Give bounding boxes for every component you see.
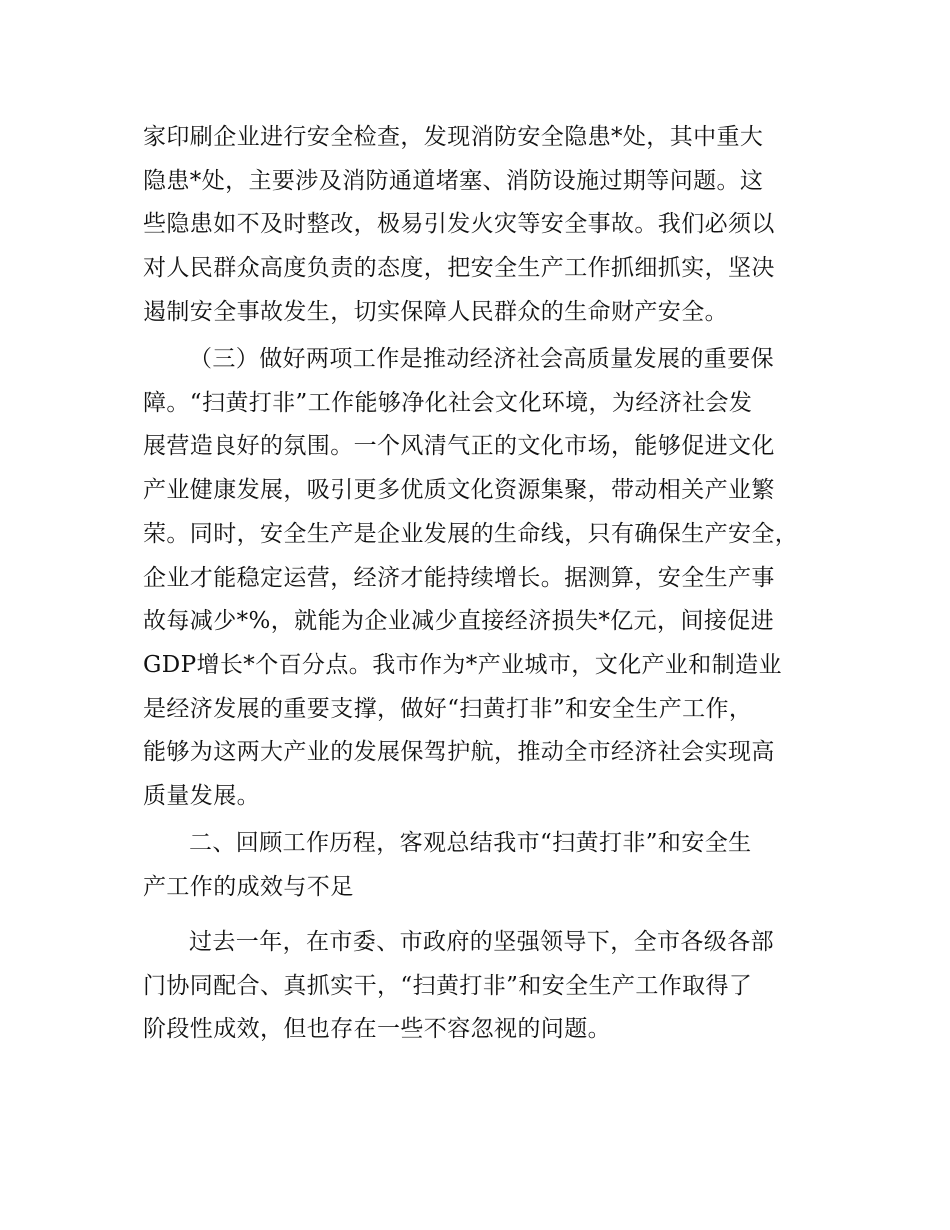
paragraph-hazard-inspection xyxy=(143,116,815,335)
paragraph-text: 家印刷企业进行安全检查，发现消防安全隐患*处，其中重大 隐患*处，主要涉及消防通道堵塞、消防设施过期等问题。这 些隐患如不及时整改，极易引发火灾等安全事故。我们必须以 对人民群众高度负责的态度，把安全生产工作抓细抓实，坚决 遏制安全事故发生，切实保障人民群众的生命财产安全。 xyxy=(143,124,775,325)
section-heading-review xyxy=(143,822,815,909)
paragraph-high-quality-development xyxy=(143,338,815,819)
paragraph-past-year-summary xyxy=(143,921,815,1052)
paragraph-text: 过去一年，在市委、市政府的坚强领导下，全市各级各部 门协同配合、真抓实干，“扫黄打非”和安全生产工作取得了 阶段性成效，但也存在一些不容忽视的问题。 xyxy=(143,929,774,1043)
section-heading-text: 二、回顾工作历程，客观总结我市“扫黄打非”和安全生 产工作的成效与不足 xyxy=(143,830,752,900)
paragraph-text: （三）做好两项工作是推动经济社会高质量发展的重要保 障。“扫黄打非”工作能够净化社会文化环境，为经济社会发 展营造良好的氛围。一个风清气正的文化市场，能够促进文化 产业健康发展，吸引更多优质文化资源集聚，带动相关产业繁 荣。同时，安全生产是企业发展的生命线，只有确保生产安全， 企业才能稳定运营，经济才能持续增长。据测算，安全生产事 故每减少*%，就能为企业减少直接经济损失*亿元，间接促进 GDP增长*个百分点。我市作为*产业城市，文化产业和制造业 是经济发展的重要支撑，做好“扫黄打非”和安全生产工作， 能够为这两大产业的发展保驾护航，推动全市经济社会实现高 质量发展。 xyxy=(143,346,799,810)
